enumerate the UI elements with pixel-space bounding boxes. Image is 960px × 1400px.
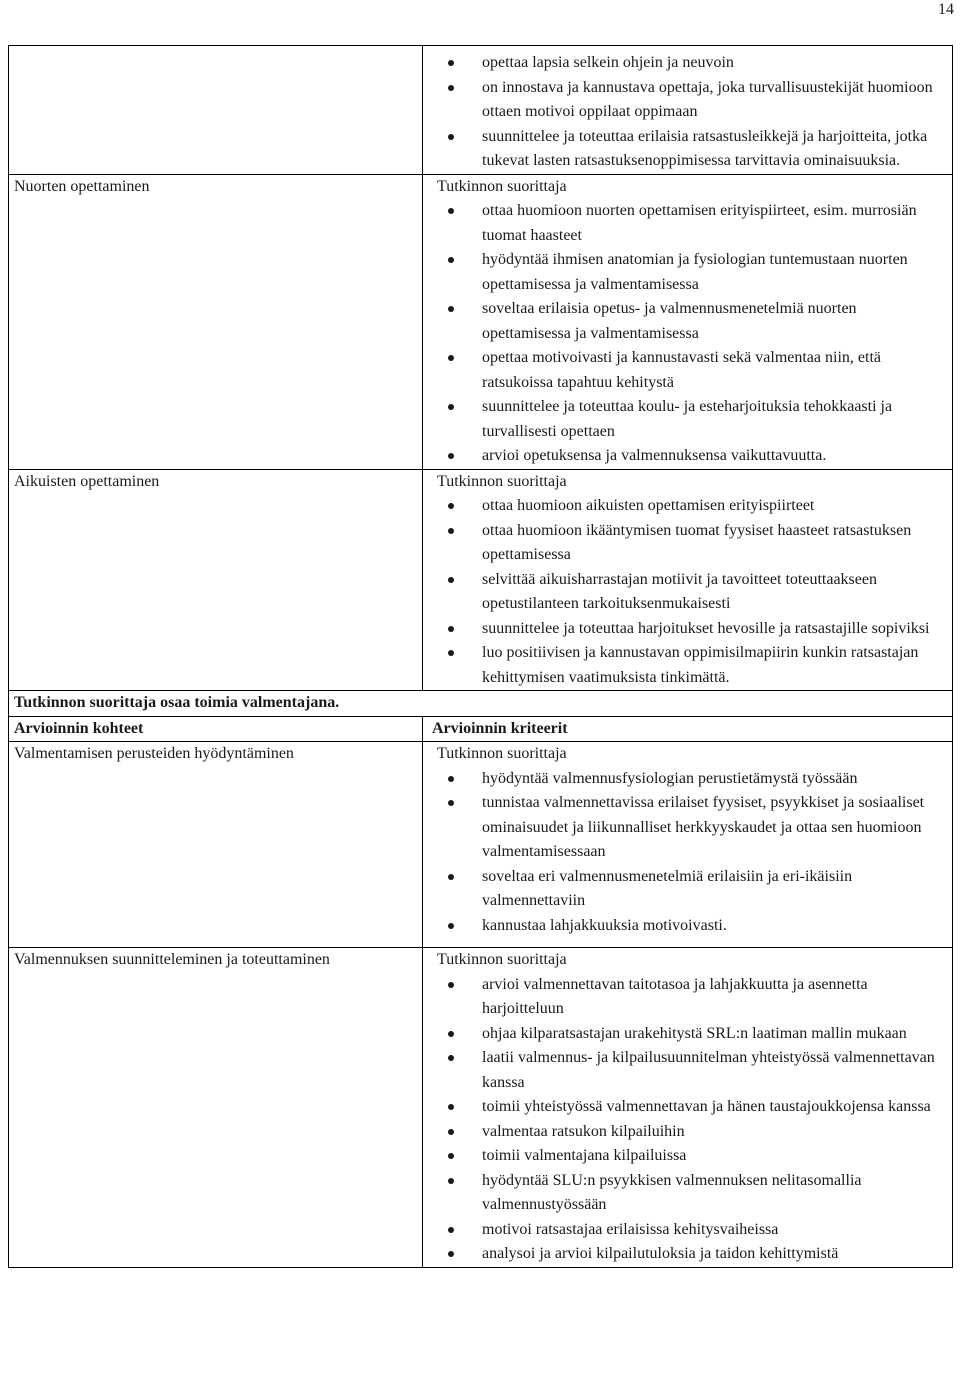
list-item: valmentaa ratsukon kilpailuihin — [482, 1120, 948, 1145]
list-item: on innostava ja kannustava opettaja, joka turvallisuustekijät huomioon ottaen motivoi oppilaat oppimaan — [482, 76, 948, 125]
table-row — [9, 469, 953, 691]
header-targets: Arvioinnin kohteet — [9, 716, 423, 742]
criteria-cell — [423, 46, 953, 175]
list-item: motivoi ratsastajaa erilaisissa kehitysvaiheissa — [482, 1218, 948, 1243]
table-row — [9, 742, 953, 948]
list-item: opettaa lapsia selkein ohjein ja neuvoin — [482, 51, 948, 76]
section-heading: Tutkinnon suorittaja osaa toimia valmentajana. — [9, 691, 953, 717]
list-item: soveltaa eri valmennusmenetelmiä erilaisiin ja eri-ikäisiin valmennettaviin — [482, 865, 948, 914]
criteria-cell — [423, 469, 953, 691]
criteria-lead: Tutkinnon suorittaja — [437, 951, 567, 968]
target-label: Nuorten opettaminen — [9, 174, 423, 469]
criteria-table — [8, 45, 953, 1268]
list-item: hyödyntää SLU:n psyykkisen valmennuksen nelitasomallia valmennustyössään — [482, 1169, 948, 1218]
target-label: Valmentamisen perusteiden hyödyntäminen — [9, 742, 423, 948]
criteria-list — [428, 767, 948, 948]
list-item: kannustaa lahjakkuuksia motivoivasti. — [482, 914, 948, 939]
list-item: arvioi opetuksensa ja valmennuksensa vaikuttavuutta. — [482, 444, 948, 469]
list-item: toimii valmentajana kilpailuissa — [482, 1144, 948, 1169]
criteria-lead: Tutkinnon suorittaja — [437, 472, 567, 490]
criteria-list — [428, 973, 948, 1267]
criteria-lead: Tutkinnon suorittaja — [437, 745, 567, 762]
criteria-cell — [423, 948, 953, 1268]
list-item: suunnittelee ja toteuttaa erilaisia ratsastusleikkejä ja harjoitteita, jotka tukevat lasten ratsastuksenoppimisessa tarvittavia ominaisuuksia. — [482, 125, 948, 174]
list-item: selvittää aikuisharrastajan motiivit ja tavoitteet toteuttaakseen opetustilanteen tarkoituksenmukaisesti — [482, 568, 948, 617]
empty-cell — [9, 46, 423, 175]
list-item: analysoi ja arvioi kilpailutuloksia ja taidon kehittymistä — [482, 1242, 948, 1267]
list-item: suunnittelee ja toteuttaa harjoitukset hevosille ja ratsastajille sopiviksi — [482, 617, 948, 642]
criteria-lead: Tutkinnon suorittaja — [437, 177, 567, 195]
list-item: soveltaa erilaisia opetus- ja valmennusmenetelmiä nuorten opettamisessa ja valmentamisessa — [482, 297, 948, 346]
table-row — [9, 46, 953, 175]
criteria-list — [428, 51, 948, 174]
list-item: hyödyntää valmennusfysiologian perustietämystä työssään — [482, 767, 948, 792]
target-label: Valmennuksen suunnitteleminen ja toteuttaminen — [9, 948, 423, 1268]
list-item: arvioi valmennettavan taitotasoa ja lahjakkuutta ja asennetta harjoitteluun — [482, 973, 948, 1022]
list-item: toimii yhteistyössä valmennettavan ja hänen taustajoukkojensa kanssa — [482, 1095, 948, 1120]
page-number: 14 — [938, 1, 954, 18]
list-item: ottaa huomioon nuorten opettamisen erityispiirteet, esim. murrosiän tuomat haasteet — [482, 199, 948, 248]
list-item: hyödyntää ihmisen anatomian ja fysiologian tuntemustaan nuorten opettamisessa ja valmentamisessa — [482, 248, 948, 297]
criteria-cell — [423, 742, 953, 948]
table-row — [9, 174, 953, 469]
list-item: ohjaa kilparatsastajan urakehitystä SRL:n laatiman mallin mukaan — [482, 1022, 948, 1047]
table-row — [9, 691, 953, 717]
criteria-list — [428, 494, 948, 690]
list-item: ottaa huomioon ikääntymisen tuomat fyysiset haasteet ratsastuksen opettamisessa — [482, 519, 948, 568]
target-label: Aikuisten opettaminen — [9, 469, 423, 691]
table-row — [9, 948, 953, 1268]
list-item: tunnistaa valmennettavissa erilaiset fyysiset, psyykkiset ja sosiaaliset ominaisuudet ja liikunnalliset herkkyyskaudet ja ottaa sen huomioon valmentamisessaan — [482, 791, 948, 865]
list-item: luo positiivisen ja kannustavan oppimisilmapiirin kunkin ratsastajan kehittymisen vaatimuksista tinkimättä. — [482, 641, 948, 690]
list-item: suunnittelee ja toteuttaa koulu- ja esteharjoituksia tehokkaasti ja turvallisesti opettaen — [482, 395, 948, 444]
header-criteria: Arvioinnin kriteerit — [423, 716, 953, 742]
list-item: opettaa motivoivasti ja kannustavasti sekä valmentaa niin, että ratsukoissa tapahtuu kehitystä — [482, 346, 948, 395]
table-header-row — [9, 716, 953, 742]
list-item: ottaa huomioon aikuisten opettamisen erityispiirteet — [482, 494, 948, 519]
list-item: laatii valmennus- ja kilpailusuunnitelman yhteistyössä valmennettavan kanssa — [482, 1046, 948, 1095]
criteria-cell — [423, 174, 953, 469]
criteria-list — [428, 199, 948, 469]
